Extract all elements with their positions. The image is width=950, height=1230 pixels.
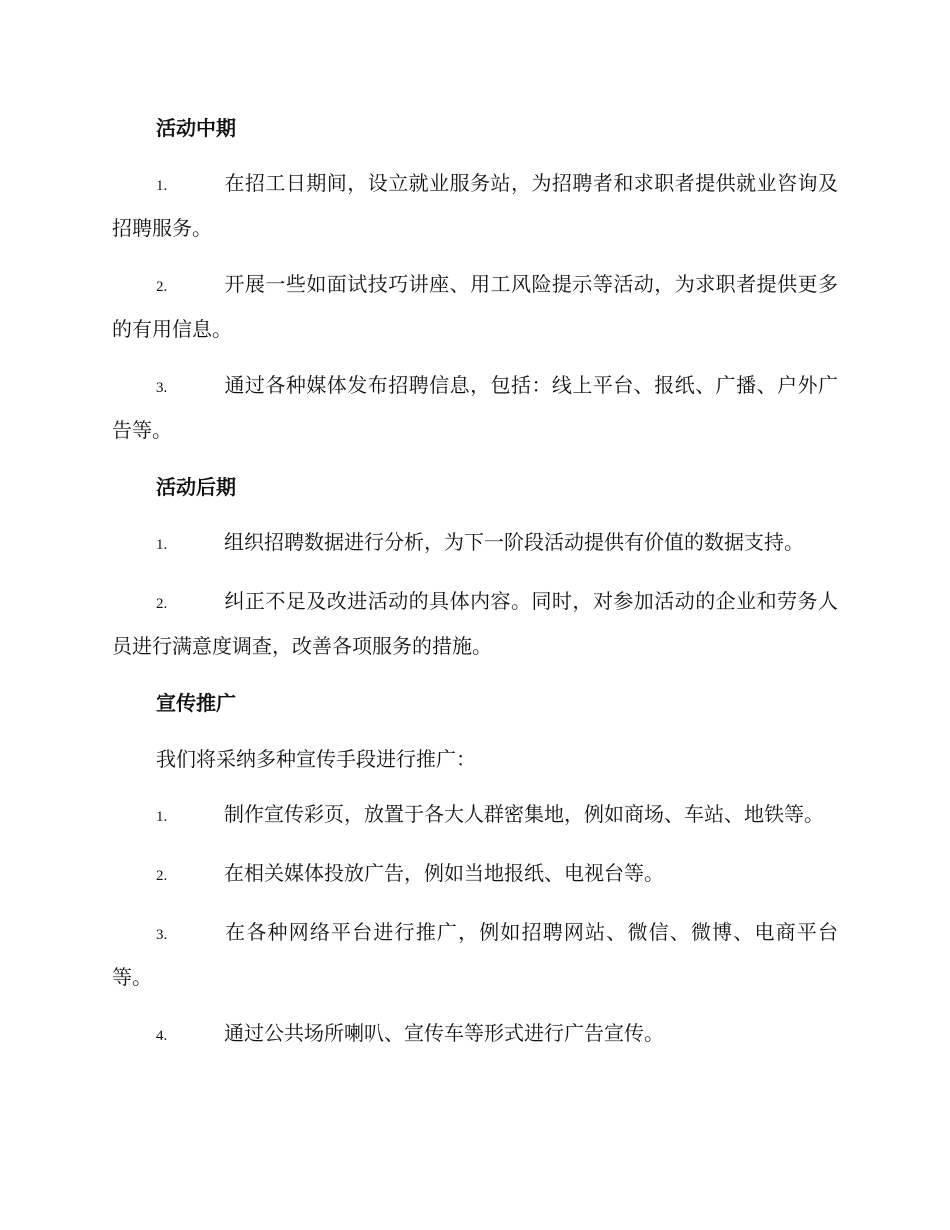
document-body (112, 106, 838, 1071)
list-item (112, 521, 838, 566)
list-number: 2. (156, 596, 168, 612)
list-text: 通过各种媒体发布招聘信息，包括：线上平台、报纸、广播、户外广告等。 (112, 373, 838, 442)
section-heading: 宣传推广 (156, 691, 236, 715)
list-text: 开展一些如面试技巧讲座、用工风险提示等活动，为求职者提供更多的有用信息。 (112, 272, 838, 341)
list-number: 3. (156, 927, 168, 943)
list-number: 2. (156, 868, 168, 884)
list-item (112, 580, 838, 667)
list-number: 1. (156, 178, 168, 194)
list-text: 通过公共场所喇叭、宣传车等形式进行广告宣传。 (224, 1021, 664, 1045)
list-text: 纠正不足及改进活动的具体内容。同时，对参加活动的企业和劳务人员进行满意度调查，改善各项服务的措施。 (112, 589, 838, 658)
list-item (112, 162, 838, 249)
list-item (112, 263, 838, 350)
section-heading: 活动后期 (156, 475, 236, 499)
list-text: 在各种网络平台进行推广，例如招聘网站、微信、微博、电商平台等。 (112, 920, 838, 989)
list-item (112, 911, 838, 998)
list-number: 3. (156, 380, 168, 396)
list-text: 在招工日期间，设立就业服务站，为招聘者和求职者提供就业咨询及招聘服务。 (112, 171, 838, 240)
list-item (112, 1012, 838, 1057)
list-text: 组织招聘数据进行分析，为下一阶段活动提供有价值的数据支持。 (224, 530, 804, 554)
list-item (112, 852, 838, 897)
list-item (112, 364, 838, 451)
list-number: 2. (156, 279, 168, 295)
list-number: 4. (156, 1028, 168, 1044)
list-number: 1. (156, 809, 168, 825)
list-text: 在相关媒体投放广告，例如当地报纸、电视台等。 (224, 861, 664, 885)
section-heading: 活动中期 (156, 116, 236, 140)
list-number: 1. (156, 537, 168, 553)
list-text: 制作宣传彩页，放置于各大人群密集地，例如商场、车站、地铁等。 (224, 802, 824, 826)
list-item (112, 793, 838, 838)
section-intro: 我们将采纳多种宣传手段进行推广： (156, 747, 476, 771)
